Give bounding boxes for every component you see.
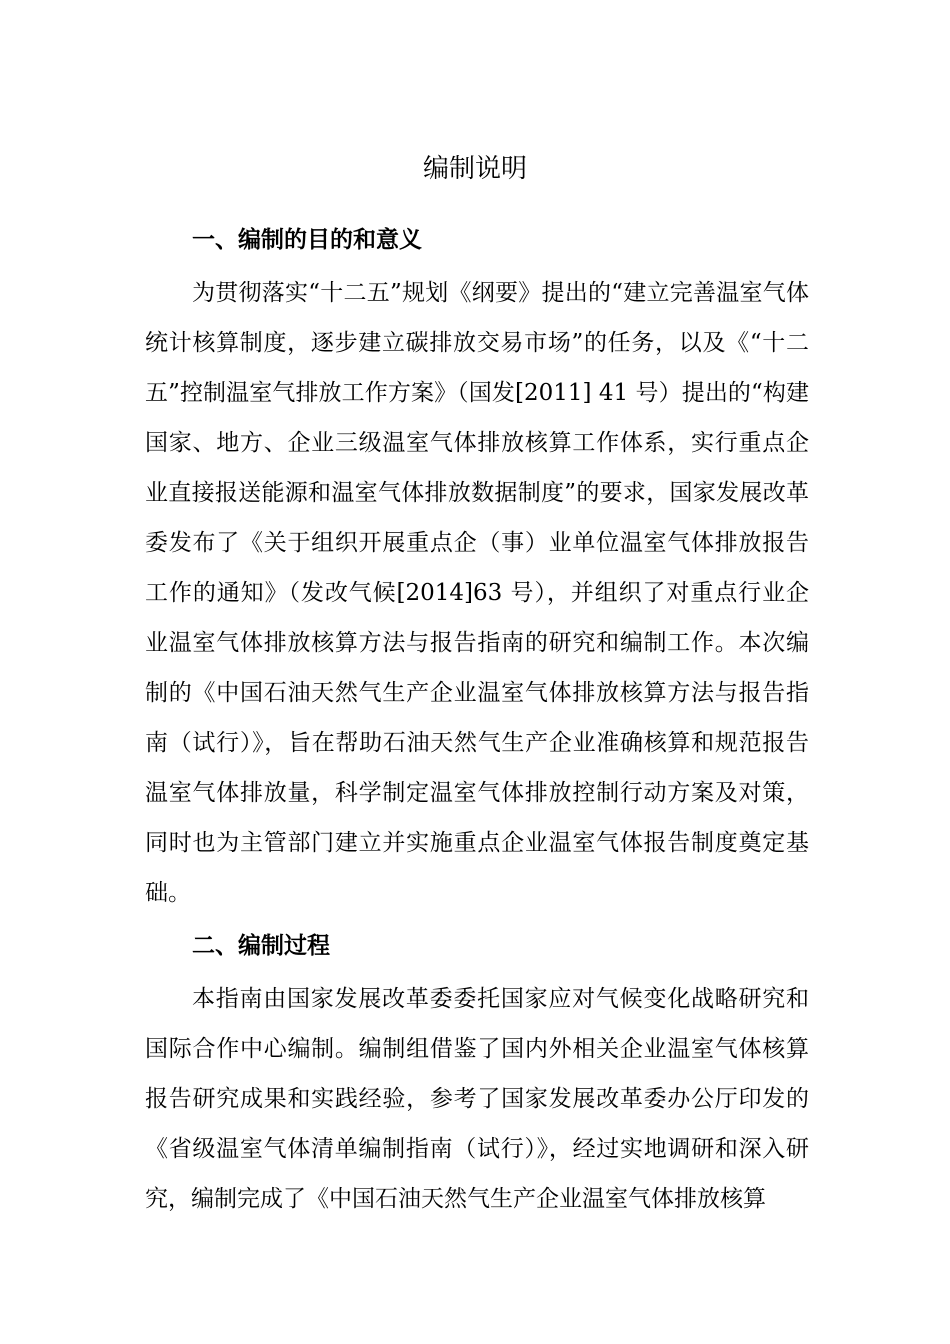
section-heading: 一、编制的目的和意义 [192,227,422,253]
section-process [145,921,809,1224]
section-purpose [145,215,809,918]
section-paragraph: 为贯彻落实“十二五”规划《纲要》提出的“建立完善温室气体统计核算制度，逐步建立碳排放交易市场”的任务，以及《“十二五”控制温室气排放工作方案》（国发[2011] 41 号）提出的“构建国家、地方、企业三级温室气体排放核算工作体系，实行重点企业直接报送能源和温室气体排放数据制度”的要求，国家发展改革委发布了《关于组织开展重点企（事）业单位温室气体排放报告工作的通知》（发改气候[2014]63 号），并组织了对重点行业企业温室气体排放核算方法与报告指南的研究和编制工作。本次编制的《中国石油天然气生产企业温室气体排放核算方法与报告指南（试行）》，旨在帮助石油天然气生产企业准确核算和规范报告温室气体排放量，科学制定温室气体排放控制行动方案及对策，同时也为主管部门建立并实施重点企业温室气体报告制度奠定基础。 [145,280,809,906]
section-paragraph: 本指南由国家发展改革委委托国家应对气候变化战略研究和国际合作中心编制。编制组借鉴了国内外相关企业温室气体核算报告研究成果和实践经验，参考了国家发展改革委办公厅印发的《省级温室气体清单编制指南（试行）》，经过实地调研和深入研究，编制完成了《中国石油天然气生产企业温室气体排放核算 [145,986,809,1212]
document-title: 编制说明 [422,154,527,184]
document-body [145,215,809,1224]
section-heading: 二、编制过程 [192,933,330,959]
